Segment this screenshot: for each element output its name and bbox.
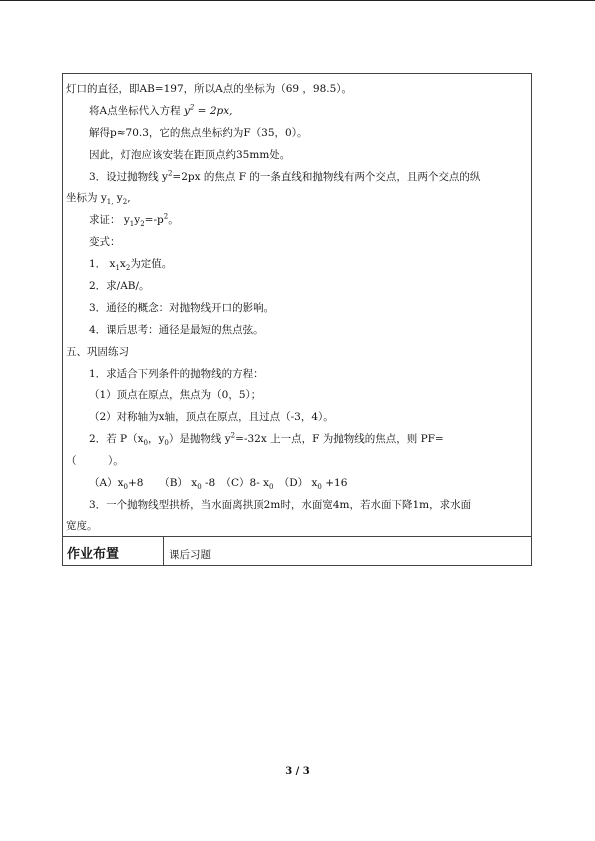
text-line: 3．一个抛物线型拱桥，当水面离拱顶2m时，水面宽4m，若水面下降1m，求水面 [89,499,472,511]
equation-var: y [183,105,190,117]
section-heading: 五、巩固练习 [66,346,129,358]
text-line [89,171,480,184]
superscript: 2 [189,103,195,112]
text-line: （2）对称轴为x轴，顶点在原点，且过点（-3，4）。 [89,411,334,423]
superscript: 2 [163,212,169,221]
text-span: -8 （C）8- x [201,477,270,489]
header-rule [0,0,595,1]
cell-divider [163,537,164,565]
text-span: 3．设过抛物线 y [89,171,168,183]
text-line: 宽度。 [66,520,98,532]
text-line: 解得p≈70.3，它的焦点坐标约为F（35，0）。 [89,127,308,139]
subscript: 1 [129,220,135,229]
text-line: （1）顶点在原点，焦点为（0，5）； [89,389,262,401]
subscript: 1, [106,198,114,207]
text-line [89,433,444,446]
text-span: （D） x [273,477,318,489]
text-line: 变式： [89,236,121,248]
text-span: 坐标为 y [66,192,107,204]
subscript: 0 [197,483,202,492]
subscript: 0 [164,439,169,448]
page-number: 3 / 3 [285,766,310,777]
text-span: （A）x [89,477,124,489]
text-line [66,192,131,205]
text-span: ）是抛物线 y [168,433,231,445]
subscript: 0 [269,483,274,492]
text-span: 为定值。 [130,258,173,270]
text-span: y [113,192,123,204]
lesson-content-cell [62,73,532,537]
text-line [89,105,232,118]
text-line: 灯口的直径，即AB=197，所以A点的坐标为（69 ，98.5）。 [66,83,353,95]
text-span: =-p [144,214,164,226]
text-line: （ ）。 [66,455,124,467]
text-line: 3．通径的概念：对抛物线开口的影响。 [89,302,275,314]
homework-row [62,536,532,566]
text-span: 。 [168,214,179,226]
text-span: 2．若 P（x [89,433,144,445]
homework-label: 作业布置 [67,547,120,562]
subscript: 2 [140,220,145,229]
text-span: +8 （B） x [127,477,198,489]
text-span: y [134,214,141,226]
text-span: =2px 的焦点 F 的一条直线和抛物线有两个交点，且两个交点的纵 [172,171,481,183]
superscript: 2 [167,169,173,178]
subscript: 1 [115,264,120,273]
text-span: 1． x [89,258,116,270]
text-line [89,214,179,227]
equation-rest: = 2px, [194,105,233,117]
text-line: 4．课后思考：通径是最短的焦点弦。 [89,324,264,336]
text-span: x [119,258,126,270]
text-line: 因此，灯泡应该安装在距顶点约35mm处。 [89,149,291,161]
text-line: 2．求/AB/。 [89,280,150,292]
text-line: 1．求适合下列条件的抛物线的方程： [89,368,264,380]
subscript: 2 [125,264,131,273]
text-span: 将A点坐标代入方程 [89,105,181,117]
superscript: 2 [230,431,236,440]
equation [184,105,233,117]
text-span: , [127,192,131,204]
text-span: +16 [321,477,348,489]
subscript: 2 [122,198,128,207]
text-line [89,258,172,271]
subscript: 0 [143,439,148,448]
text-span: ，y [147,433,165,445]
homework-value: 课后习题 [169,549,211,561]
subscript: 0 [123,483,128,492]
text-span: 求证： y [89,214,130,226]
subscript: 0 [317,483,322,492]
answer-options [89,477,347,490]
text-span: =-32x 上一点，F 为抛物线的焦点，则 PF= [235,433,444,445]
